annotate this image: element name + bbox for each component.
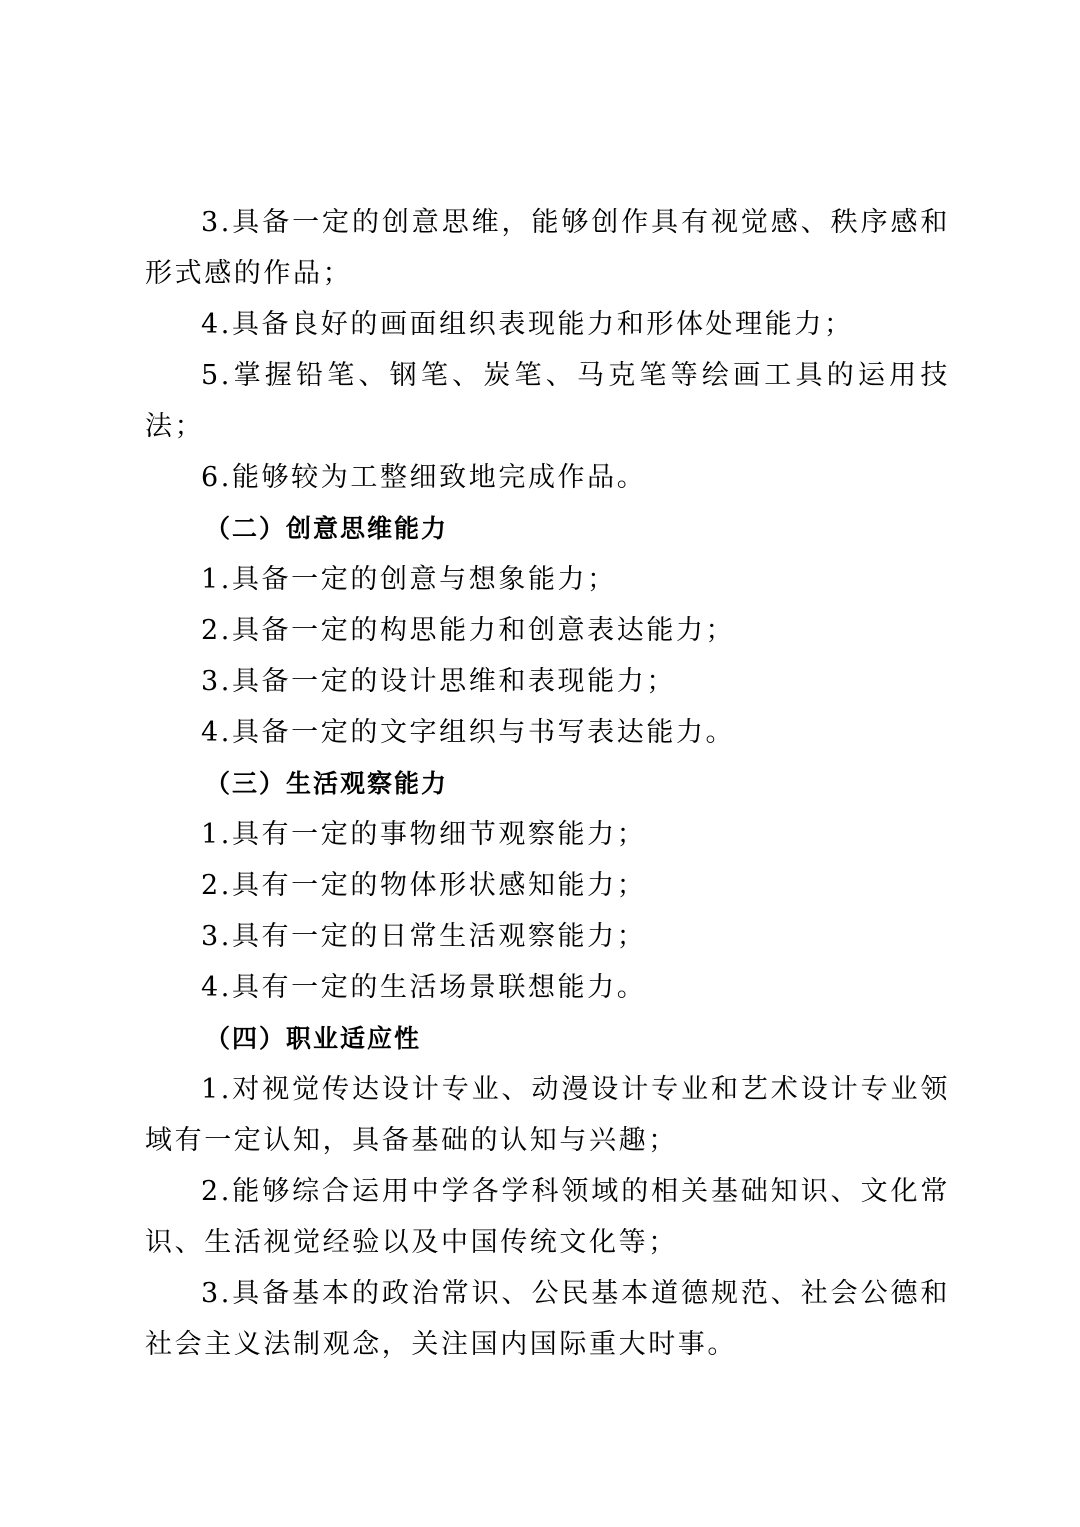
paragraph-section1-item6: 6.能够较为工整细致地完成作品。 xyxy=(201,462,647,493)
section-heading-creative-thinking: （二）创意思维能力 xyxy=(205,514,449,543)
paragraph-section2-item3: 3.具备一定的设计思维和表现能力； xyxy=(201,666,676,697)
paragraph-section3-item3: 3.具有一定的日常生活观察能力； xyxy=(201,921,647,952)
section-heading-career-adaptability: （四）职业适应性 xyxy=(205,1024,422,1053)
paragraph-section4-item2: 2.能够综合运用中学各学科领域的相关基础知识、文化常识、生活视觉经验以及中国传统文化等； xyxy=(145,1176,950,1258)
document-body xyxy=(145,197,950,1370)
section-heading-life-observation: （三）生活观察能力 xyxy=(205,769,449,798)
paragraph-section2-item2: 2.具备一定的构思能力和创意表达能力； xyxy=(201,615,736,646)
paragraph-section4-item1: 1.对视觉传达设计专业、动漫设计专业和艺术设计专业领域有一定认知，具备基础的认知与兴趣； xyxy=(145,1074,950,1156)
paragraph-section2-item4: 4.具备一定的文字组织与书写表达能力。 xyxy=(201,717,736,748)
paragraph-section1-item3: 3.具备一定的创意思维，能够创作具有视觉感、秩序感和形式感的作品； xyxy=(145,207,950,289)
paragraph-section4-item3: 3.具备基本的政治常识、公民基本道德规范、社会公德和社会主义法制观念，关注国内国际重大时事。 xyxy=(145,1278,950,1360)
paragraph-section3-item1: 1.具有一定的事物细节观察能力； xyxy=(201,819,647,850)
paragraph-section3-item4: 4.具有一定的生活场景联想能力。 xyxy=(201,972,647,1003)
paragraph-section3-item2: 2.具有一定的物体形状感知能力； xyxy=(201,870,647,901)
paragraph-section1-item5: 5.掌握铅笔、钢笔、炭笔、马克笔等绘画工具的运用技法； xyxy=(145,360,950,442)
paragraph-section1-item4: 4.具备良好的画面组织表现能力和形体处理能力； xyxy=(201,309,854,340)
paragraph-section2-item1: 1.具备一定的创意与想象能力； xyxy=(201,564,617,595)
